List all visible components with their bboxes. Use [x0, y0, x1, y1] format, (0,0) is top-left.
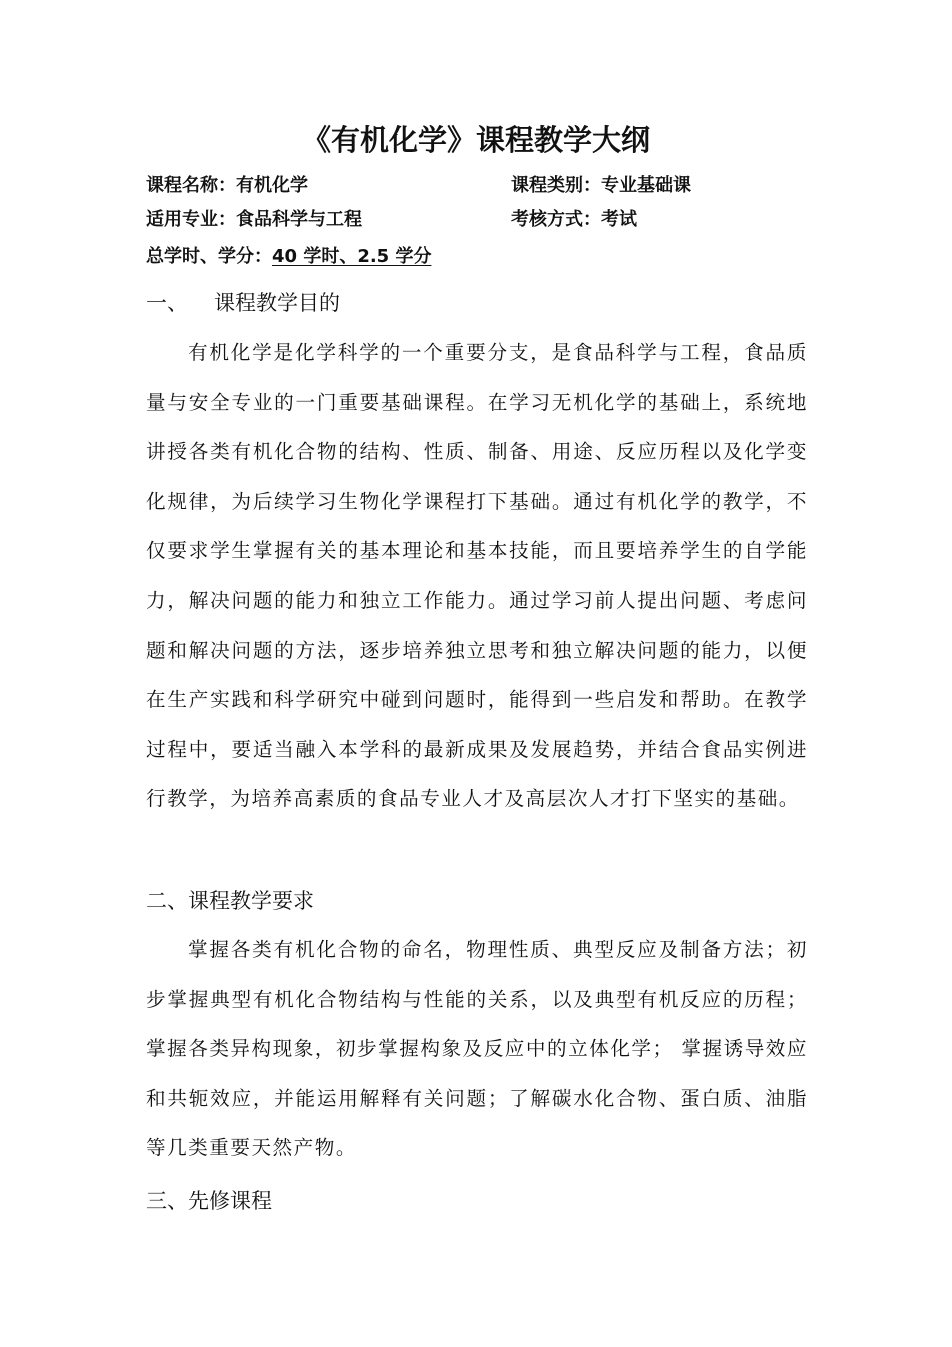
- assessment-method: 考核方式：考试: [511, 209, 637, 230]
- applicable-major: 适用专业：食品科学与工程: [146, 209, 362, 230]
- section-heading-requirements: [146, 886, 314, 916]
- section-number: 二、: [146, 889, 188, 913]
- section-title: 课程教学目的: [214, 291, 340, 315]
- course-name: 课程名称：有机化学: [146, 175, 308, 196]
- section-body-objectives: 有机化学是化学科学的一个重要分支，是食品科学与工程，食品质量与安全专业的一门重要基础课程。在学习无机化学的基础上，系统地讲授各类有机化合物的结构、性质、制备、用途、反应历程以及化学变化规律，为后续学习生物化学课程打下基础。通过有机化学的教学，不仅要求学生掌握有关的基本理论和基本技能，而且要培养学生的自学能力，解决问题的能力和独立工作能力。通过学习前人提出问题、考虑问题和解决问题的方法，逐步培养独立思考和独立解决问题的能力，以便在生产实践和科学研究中碰到问题时，能得到一些启发和帮助。在教学过程中，要适当融入本学科的最新成果及发展趋势，并结合食品实例进行教学，为培养高素质的食品专业人才及高层次人才打下坚实的基础。: [146, 341, 808, 811]
- section-body-requirements: 掌握各类有机化合物的命名，物理性质、典型反应及制备方法；初步掌握典型有机化合物结构与性能的关系，以及典型有机反应的历程；掌握各类异构现象，初步掌握构象及反应中的立体化学； 掌握诱导效应和共轭效应，并能运用解释有关问题；了解碳水化合物、蛋白质、油脂等几类重要天然产物。: [146, 938, 808, 1160]
- document-title: 《有机化学》课程教学大纲: [301, 123, 650, 157]
- section-title: 课程教学要求: [188, 889, 314, 913]
- section-number: 一、: [146, 291, 188, 315]
- course-category: 课程类别：专业基础课: [511, 175, 691, 196]
- total-hours-label: 总学时、学分：: [146, 246, 272, 267]
- section-number: 三、: [146, 1189, 188, 1213]
- total-hours-value: 40 学时、2.5 学分: [272, 246, 432, 267]
- total-hours-credits: [146, 244, 431, 270]
- section-heading-prerequisites: [146, 1186, 272, 1216]
- section-heading-objectives: [146, 288, 340, 318]
- section-title: 先修课程: [188, 1189, 272, 1213]
